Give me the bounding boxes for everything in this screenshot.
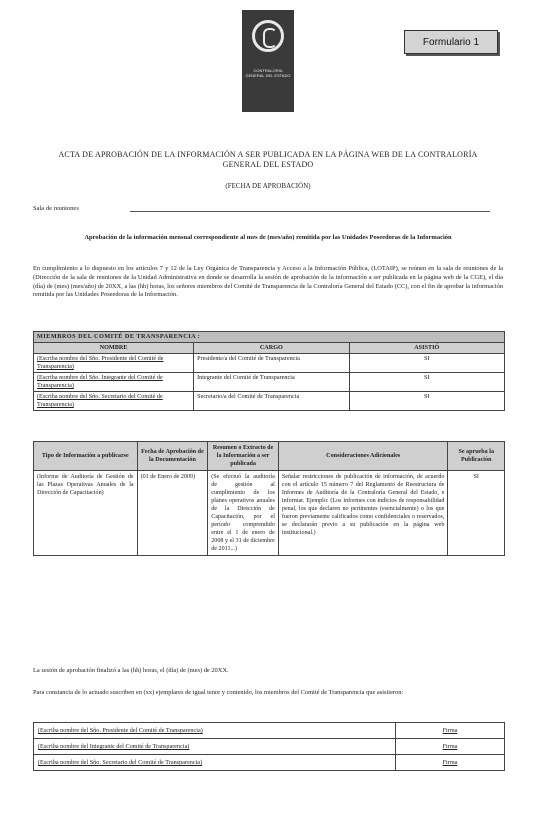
table-row <box>34 373 505 392</box>
signature-field[interactable]: Firma <box>442 727 458 734</box>
member-role: Presidente/a del Comité de Transparencia <box>194 354 349 373</box>
table-row <box>34 354 505 373</box>
header-additional: Consideraciones Adicionales <box>278 442 448 471</box>
signatory-name: (Escriba nombre del Integrante del Comité de Transparencia) <box>38 743 190 750</box>
signature-row <box>34 739 505 755</box>
signature-field[interactable]: Firma <box>442 759 458 766</box>
member-name: (Escriba nombre del Sño. Integrante del Comité de Transparencia) <box>37 374 163 389</box>
signature-row <box>34 755 505 771</box>
sala-label: Sala de reuniones <box>33 205 79 212</box>
member-role: Secretario/a del Comité de Transparencia <box>194 392 349 411</box>
signatories-text: Para constancia de lo actuado suscriben en (xx) ejemplares de igual tenor y contenido, los miembros del Comité de Transparencia que asistieron: <box>33 689 404 696</box>
signature-row <box>34 723 505 739</box>
institution-logo <box>242 10 294 112</box>
header-cargo: CARGO <box>194 343 349 354</box>
intro-paragraph: En cumplimiento a lo dispuesto en los artículos 7 y 12 de la Ley Orgánica de Transparencia y Acceso a la Información Pública, (LOTAIP), se reúnen en la sala de reuniones de la (Dirección de la sala de reuniones de la Unidad Administrativa en donde se desarrolla la sesión de aprobación de la información a ser publicada en la página web de la CGE), el día (día) de (mes) (mes/año) de 20XX, a las (hh) horas, los señores miembros del Comité de Transparencia de la Contraloría General del Estado (CC), con el fin de aprobar la información remitida por las Unidades Poseedoras de la Información. <box>33 265 503 299</box>
document-title: ACTA DE APROBACIÓN DE LA INFORMACIÓN A SER PUBLICADA EN LA PÁGINA WEB DE LA CONTRALORÍA GENERAL DEL ESTADO <box>58 150 478 169</box>
member-attended: SI <box>349 354 504 373</box>
approval-heading: Aprobación de la información mensual correspondiente al mes de (mes/año) remitida por las Unidades Poseedoras de la Información <box>84 234 452 241</box>
form-number-badge: Formulario 1 <box>404 30 498 54</box>
approval-date-cell: (01 de Enero de 2009) <box>137 471 208 556</box>
header-asistio: ASISTIÓ <box>349 343 504 354</box>
signatory-name: (Escriba nombre del Sño. Secretario del Comité de Transparencia) <box>38 759 203 766</box>
header-approval-date: Fecha de Aprobación de la Documentación <box>137 442 208 471</box>
member-role: Integrante del Comité de Transparencia <box>194 373 349 392</box>
header-approved: Se aprueba la Publicación <box>448 442 505 471</box>
members-table-title: MIEMBROS DEL COMITÉ DE TRANSPARENCIA : <box>34 332 505 343</box>
summary-cell: (Se efectuó la auditoría de gestión al cumplimiento de los planes operativos anuales de la Dirección de Capacitación, por el período comprendido entre el 1 de enero de 2008 y el 31 de diciembre de 2011...) <box>208 471 279 556</box>
header-nombre: NOMBRE <box>34 343 194 354</box>
signatures-table <box>33 722 505 771</box>
table-row <box>34 392 505 411</box>
table-row <box>34 471 505 556</box>
logo-text: CONTRALORIA GENERAL DEL ESTADO <box>245 68 291 78</box>
seal-icon <box>252 20 284 52</box>
closing-text: La sesión de aprobación finalizó a las (hh) horas, el (día) de (mes) de 20XX. <box>33 667 229 674</box>
header-info-type: Tipo de Información a publicarse <box>34 442 138 471</box>
member-name: (Escriba nombre del Sño. Secretario del Comité de Transparencia) <box>37 393 163 408</box>
member-attended: SI <box>349 392 504 411</box>
approval-date: (FECHA DE APROBACIÓN) <box>225 182 311 190</box>
information-approval-table <box>33 441 505 556</box>
member-name: (Escriba nombre del Sño. Presidente del Comité de Transparencia) <box>37 355 164 370</box>
additional-notes-cell: Señalar restricciones de publicación de información, de acuerdo con el artículo 15 número 7 del Reglamento de Reestructura de Informes de Auditoría de la Contraloría General del Estado, e informar. Ejemplo: (Los informes con indicios de responsabilidad penal, los que declaren no pertinentes (esencialmente) o los que fueron previamente calificados como confidenciales o reservados, se declararán previo a su publicación en la página web institucional.) <box>278 471 448 556</box>
info-type-cell: (Informe de Auditoría de Gestión de las Plazas Operativas Anuales de la Dirección de Capacitación) <box>34 471 138 556</box>
signatory-name: (Escriba nombre del Sño. Presidente del Comité de Transparencia) <box>38 727 203 734</box>
member-attended: SI <box>349 373 504 392</box>
approved-cell: SI <box>448 471 505 556</box>
sala-blank-line[interactable] <box>130 211 490 212</box>
header-summary: Resumen o Extracto de la Información a ser publicada <box>208 442 279 471</box>
signature-field[interactable]: Firma <box>442 743 458 750</box>
committee-members-table <box>33 331 505 411</box>
